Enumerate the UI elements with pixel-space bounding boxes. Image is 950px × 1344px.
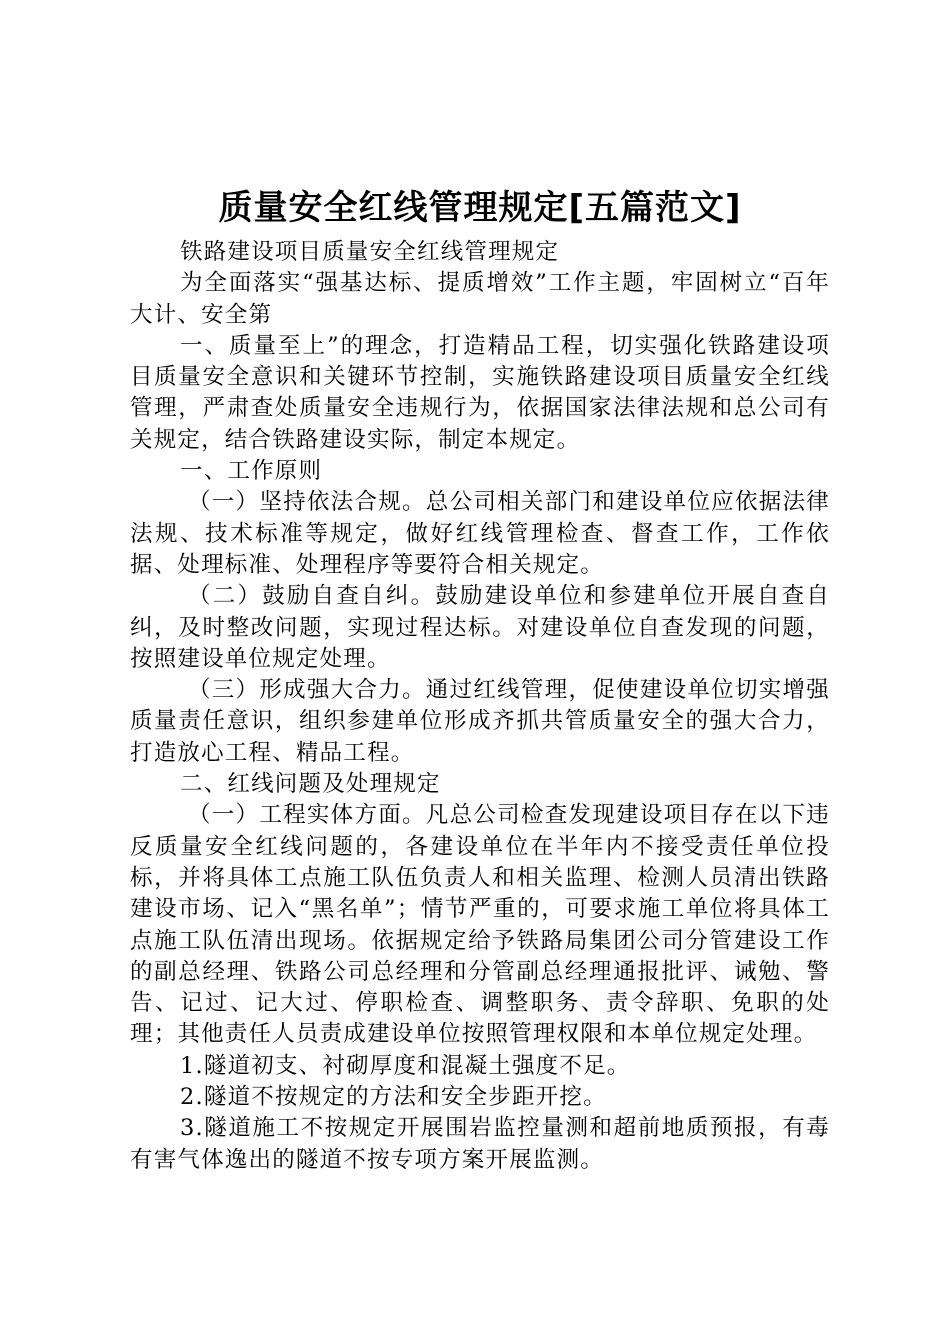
section-heading: 二、红线问题及处理规定	[180, 771, 441, 798]
document-page	[130, 183, 830, 1176]
section-heading: 一、工作原则	[180, 458, 323, 485]
paragraph: 一、质量至上”的理念，打造精品工程，切实强化铁路建设项目质量安全意识和关键环节控制，实施铁路建设项目质量安全红线管理，严肃查处质量安全违规行为，依据国家法律法规和总公司有关规定，结合铁路建设实际，制定本规定。	[130, 332, 830, 453]
document-title: 质量安全红线管理规定[五篇范文]	[218, 188, 742, 228]
list-item: 1.隧道初支、衬砌厚度和混凝土强度不足。	[180, 1052, 631, 1079]
paragraph: （三）形成强大合力。通过红线管理，促使建设单位切实增强质量责任意识，组织参建单位形成齐抓共管质量安全的强大合力，打造放心工程、精品工程。	[130, 677, 830, 766]
paragraph: （二）鼓励自查自纠。鼓励建设单位和参建单位开展自查自纠，及时整改问题，实现过程达标。对建设单位自查发现的问题，按照建设单位规定处理。	[130, 583, 830, 672]
paragraph: （一）工程实体方面。凡总公司检查发现建设项目存在以下违反质量安全红线问题的，各建设单位在半年内不接受责任单位投标，并将具体工点施工队伍负责人和相关监理、检测人员清出铁路建设市场、记入“黑名单”；情节严重的，可要求施工单位将具体工点施工队伍清出现场。依据规定给予铁路局集团公司分管建设工作的副总经理、铁路公司总经理和分管副总经理通报批评、诫勉、警告、记过、记大过、停职检查、调整职务、责令辞职、免职的处理；其他责任人员责成建设单位按照管理权限和本单位规定处理。	[130, 802, 830, 1048]
list-item: 3.隧道施工不按规定开展围岩监控量测和超前地质预报，有毒有害气体逸出的隧道不按专项方案开展监测。	[130, 1115, 830, 1173]
list-item: 2.隧道不按规定的方法和安全步距开挖。	[180, 1084, 607, 1111]
paragraph: 为全面落实“强基达标、提质增效”工作主题，牢固树立“百年大计、安全第	[130, 270, 830, 328]
doc-subtitle: 铁路建设项目质量安全红线管理规定	[180, 239, 560, 265]
paragraph: （一）坚持依法合规。总公司相关部门和建设单位应依据法律法规、技术标准等规定，做好红线管理检查、督查工作，工作依据、处理标准、处理程序等要符合相关规定。	[130, 489, 830, 578]
